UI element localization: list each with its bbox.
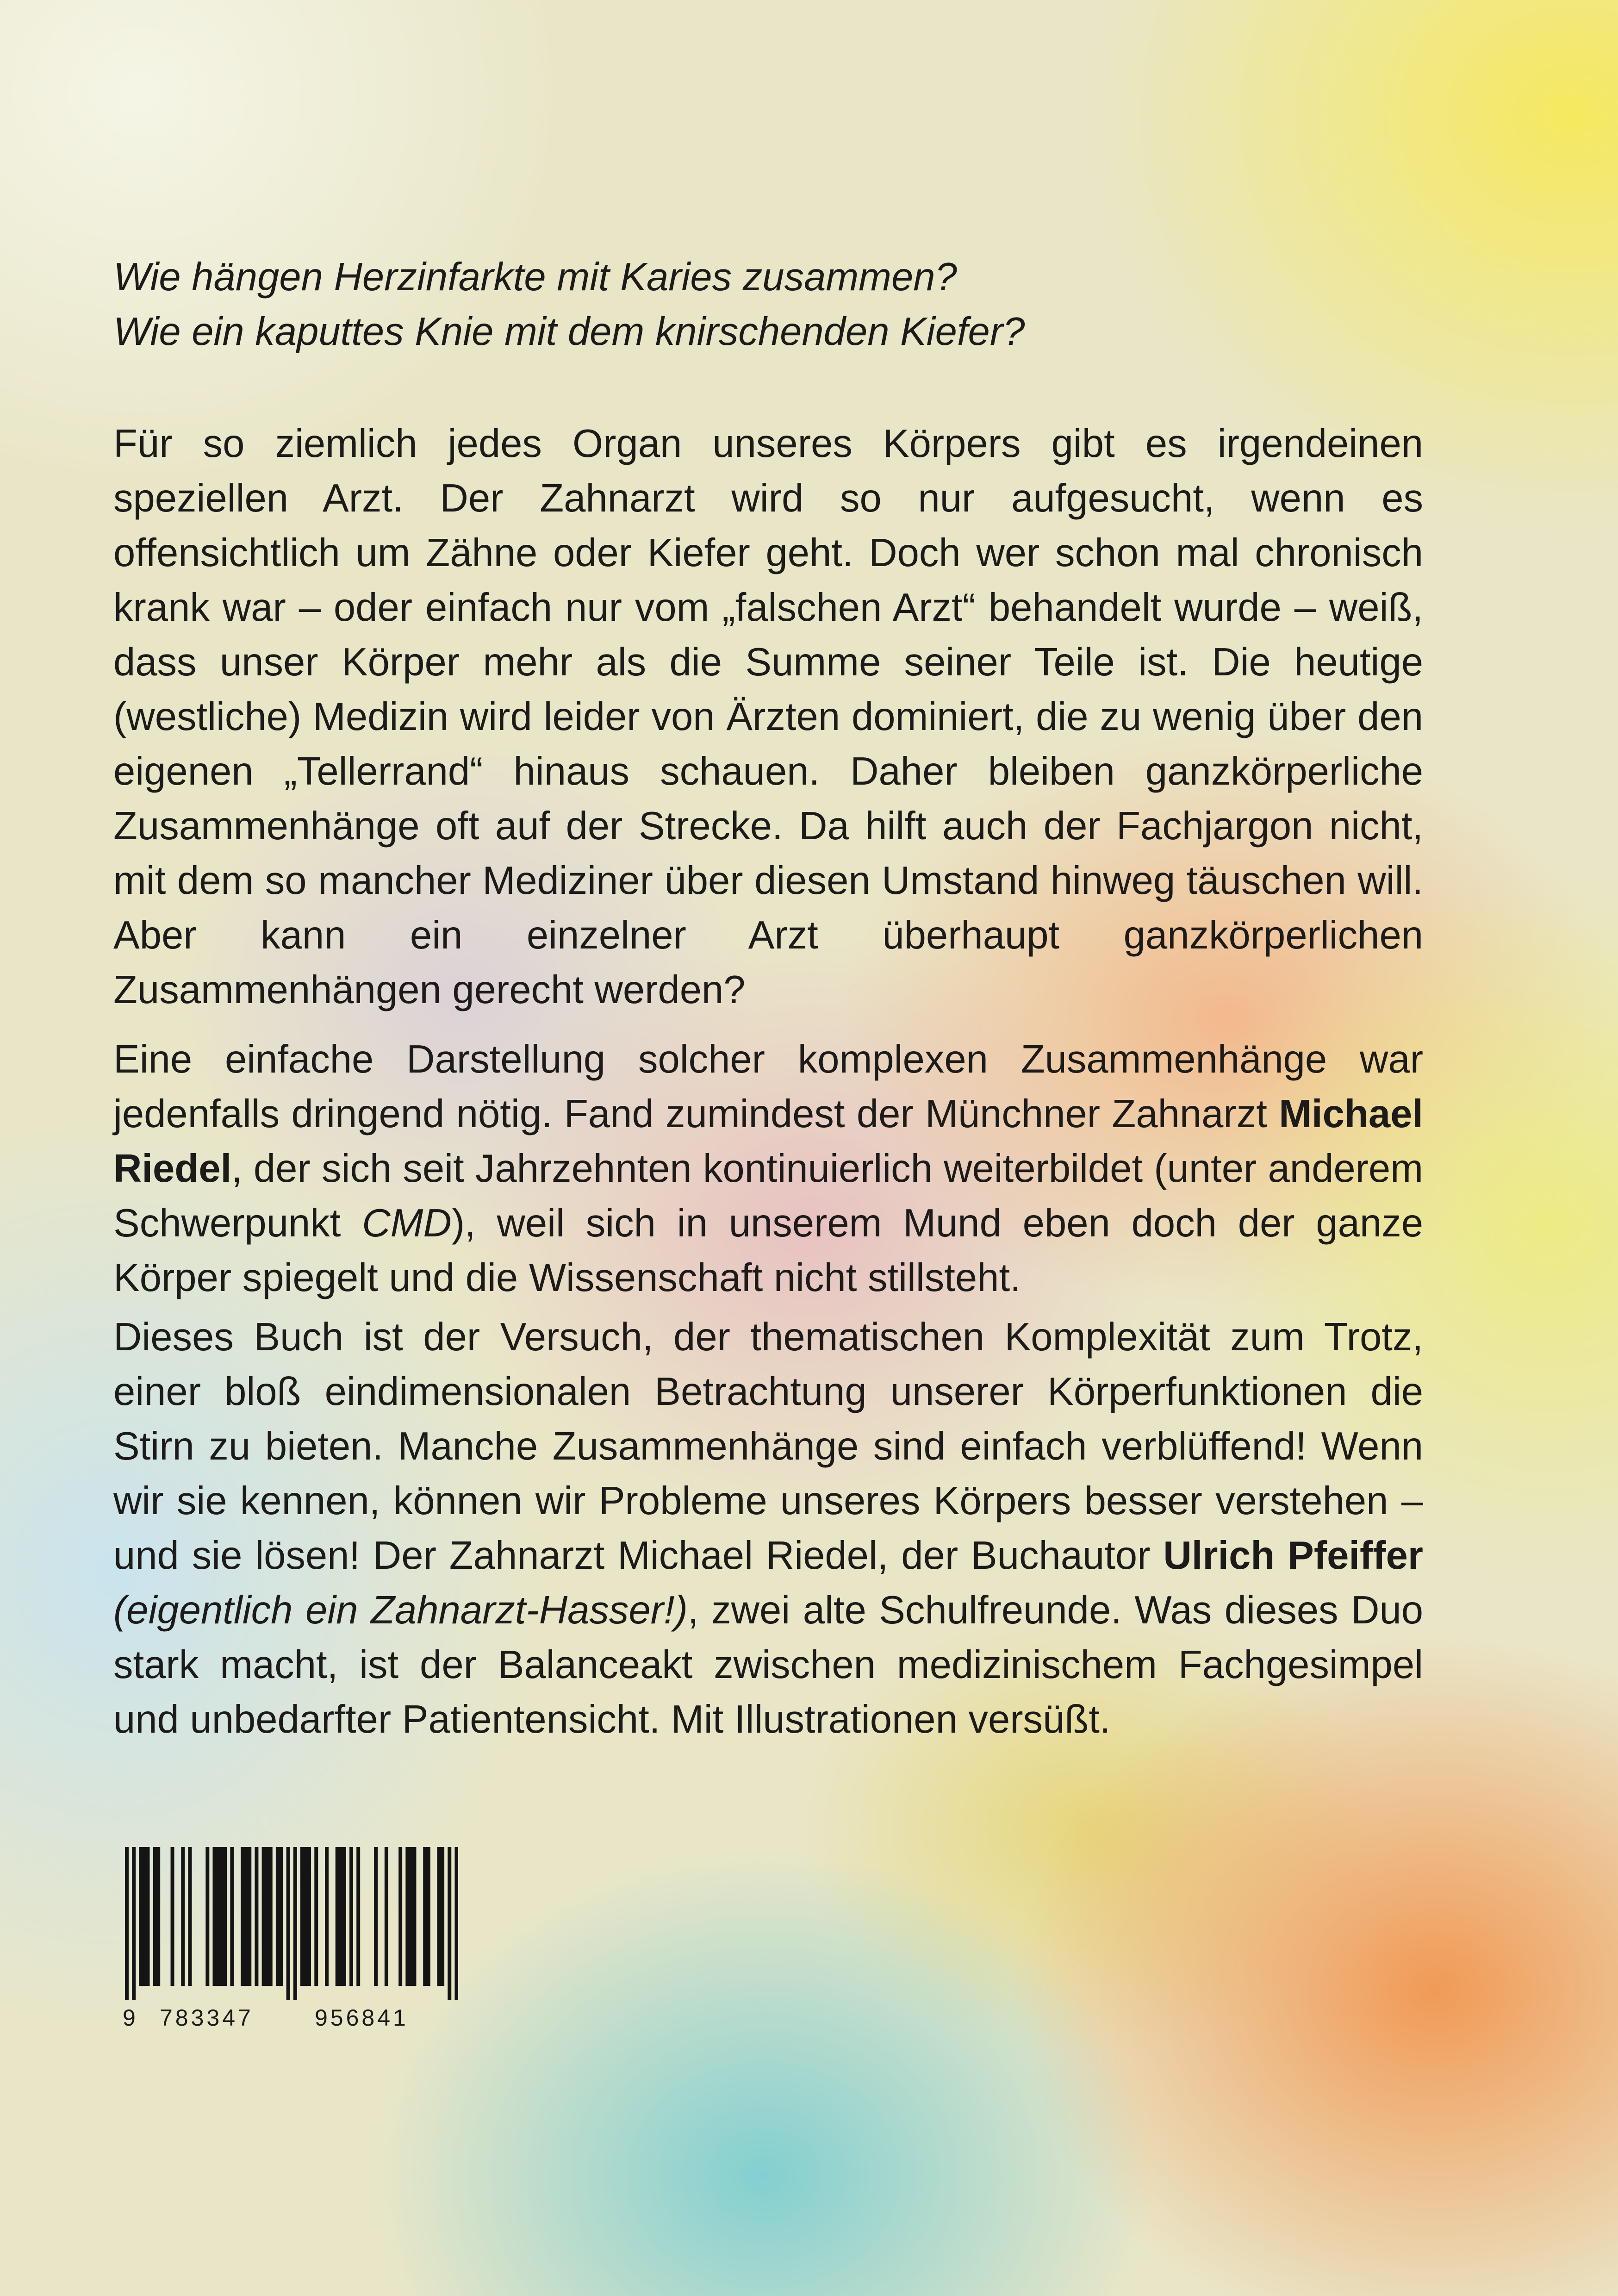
barcode-bar xyxy=(269,1847,273,1986)
barcode-bar xyxy=(255,1847,258,1986)
isbn-right-group: 956841 xyxy=(315,2005,409,2031)
barcode-bar xyxy=(423,1847,427,1986)
paragraph-3-before: Dieses Buch ist der Versuch, der thematischen Komplexität zum Trotz, einer bloß eindimensionalen Betrachtung unserer Körperfunktionen die Stirn zu bieten. Manche Zusammenhänge sind einfach verblüffend! Wenn wir sie kennen, können wir Probleme unseres Körpers besser verstehen – und sie lösen! Der Zahnarzt Michael Riedel, der Buchautor xyxy=(113,1315,1423,1578)
barcode-bar xyxy=(279,1847,283,1986)
isbn-first-digit: 9 xyxy=(123,2005,136,2031)
paragraph-2-after: ), weil sich in unserem Mund eben doch der ganze Körper spiegelt und die Wissenschaft nicht stillsteht. xyxy=(113,1201,1423,1300)
author-name-pfeiffer: Ulrich Pfeiffer xyxy=(1163,1534,1424,1578)
paragraph-2-before: Eine einfache Darstellung solcher komplexen Zusammenhänge war jedenfalls dringend nötig. Fand zumindest der Münchner Zahnarzt xyxy=(113,1037,1423,1136)
barcode-bar xyxy=(448,1847,451,2000)
barcode-bar xyxy=(265,1847,269,1986)
barcode-bar xyxy=(314,1847,318,1986)
intro-question-2: Wie ein kaputtes Knie mit dem knirschenden Kiefer? xyxy=(113,310,1025,354)
barcode-bar xyxy=(171,1847,174,1986)
barcode-bar xyxy=(276,1847,280,1986)
barcode-bar xyxy=(286,1847,290,2000)
barcode-bar xyxy=(307,1847,311,1986)
intro-questions xyxy=(113,250,1423,359)
barcode-bar xyxy=(304,1847,308,1986)
barcode-bar xyxy=(336,1847,339,1986)
paragraph-1 xyxy=(113,417,1423,1017)
isbn-left-group: 783347 xyxy=(160,2005,254,2031)
paragraph-2 xyxy=(113,1032,1423,1305)
barcode-bar xyxy=(230,1847,234,1986)
barcode-bar xyxy=(454,1847,458,2000)
barcode-bar xyxy=(125,1847,129,2000)
paragraph-3-text xyxy=(113,1310,1423,1747)
barcode-bar xyxy=(220,1847,224,1986)
barcode-bar xyxy=(132,1847,136,2000)
barcode-bar xyxy=(412,1847,416,1986)
intro-question-1: Wie hängen Herzinfarkte mit Karies zusammen? xyxy=(113,255,957,299)
barcode-bar xyxy=(156,1847,160,1986)
barcode-bar xyxy=(188,1847,192,1986)
barcode-bar xyxy=(181,1847,185,1986)
paragraph-3 xyxy=(113,1310,1423,1747)
barcode-bar xyxy=(437,1847,441,1986)
barcode-bar xyxy=(427,1847,430,1986)
barcode-bar xyxy=(441,1847,444,1986)
barcode-bar xyxy=(409,1847,413,1986)
author-name-riedel: Michael Riedel xyxy=(113,1092,1423,1191)
barcode-bar xyxy=(146,1847,149,1986)
barcode-bar xyxy=(262,1847,266,1986)
barcode-bar xyxy=(325,1847,329,1986)
barcode-bar xyxy=(385,1847,388,1986)
barcode-bar xyxy=(244,1847,248,1986)
barcode-bar xyxy=(143,1847,146,1986)
barcode-bar xyxy=(356,1847,360,1986)
barcode-bars xyxy=(125,1847,458,2000)
barcode-bar xyxy=(300,1847,304,1986)
barcode-bar xyxy=(139,1847,143,1986)
barcode-bar xyxy=(248,1847,251,1986)
barcode-bar xyxy=(405,1847,409,1986)
barcode-bar xyxy=(339,1847,342,1986)
barcode-bar xyxy=(342,1847,346,1986)
barcode-bar xyxy=(349,1847,353,1986)
cmd-term: CMD xyxy=(362,1201,452,1245)
isbn-digits xyxy=(123,2004,456,2032)
barcode-bar xyxy=(223,1847,227,1986)
barcode-bar xyxy=(212,1847,216,1986)
barcode-bar xyxy=(374,1847,378,1986)
barcode-bar xyxy=(205,1847,209,1986)
barcode-bar xyxy=(153,1847,157,1986)
barcode-bar xyxy=(216,1847,220,1986)
barcode-bar xyxy=(398,1847,402,1986)
paragraph-2-middle: , der sich seit Jahrzehnten kontinuierlich weiterbildet (unter anderem Schwerpunkt xyxy=(113,1147,1423,1245)
author-aside: (eigentlich ein Zahnarzt-Hasser!) xyxy=(113,1588,688,1632)
barcode-bar xyxy=(293,1847,297,2000)
paragraph-1-text: Für so ziemlich jedes Organ unseres Körpers gibt es irgendeinen speziellen Arzt. Der Zahnarzt wird so nur aufgesucht, wenn es offensichtlich um Zähne oder Kiefer geht. Doch wer schon mal chronisch krank war – oder einfach nur vom „falschen Arzt“ behandelt wurde – weiß, dass unser Körper mehr als die Summe seiner Teile ist. Die heutige (westliche) Medizin wird leider von Ärzten dominiert, die zu wenig über den eigenen „Tellerrand“ hinaus schauen. Daher bleiben ganzkörperliche Zusammenhänge oft auf der Strecke. Da hilft auch der Fachjargon nicht, mit dem so mancher Mediziner über diesen Umstand hinweg täuschen will. Aber kann ein einzelner Arzt überhaupt ganzkörperlichen Zusammenhängen gerecht werden? xyxy=(113,422,1423,1012)
paragraph-3-after: , zwei alte Schulfreunde. Was dieses Duo stark macht, ist der Balanceakt zwischen medizinischem Fachgesimpel und unbedarfter Patientensicht. Mit Illustrationen versüßt. xyxy=(113,1588,1424,1741)
barcode-bar xyxy=(241,1847,244,1986)
paragraph-2-text xyxy=(113,1032,1423,1305)
